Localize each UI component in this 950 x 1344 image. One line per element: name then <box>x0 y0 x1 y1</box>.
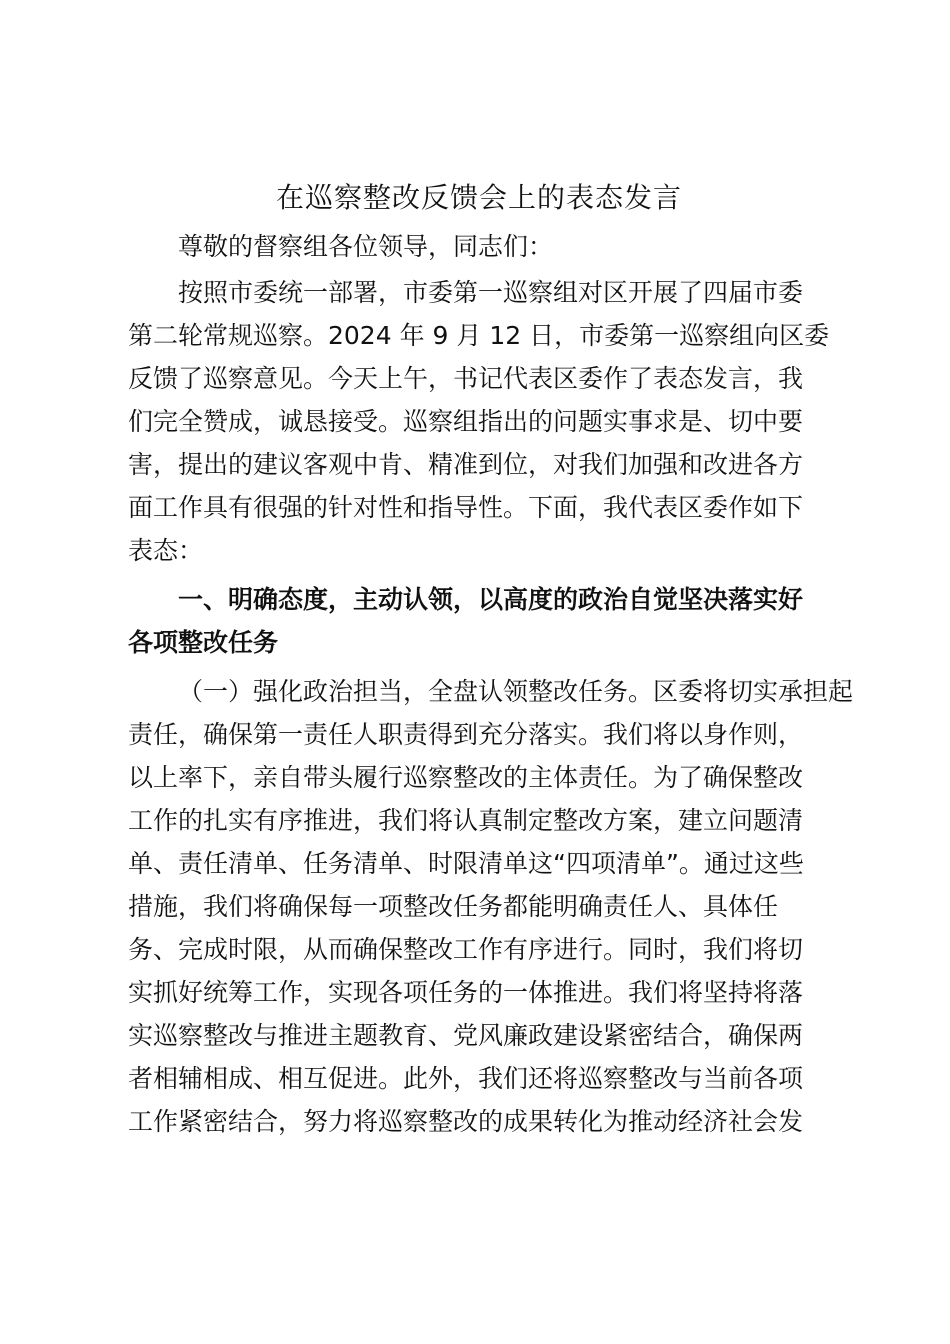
paragraph-line: 务、完成时限，从而确保整改工作有序进行。同时，我们将切 <box>128 935 804 964</box>
section-heading: 各项整改任务 <box>128 628 279 657</box>
salutation: 尊敬的督察组各位领导，同志们： <box>178 232 554 261</box>
section-heading: 一、明确态度，主动认领，以高度的政治自觉坚决落实好 <box>178 585 804 614</box>
paragraph-line: 单、责任清单、任务清单、时限清单这“四项清单”。通过这些 <box>128 849 804 878</box>
paragraph-line: 表态： <box>128 536 204 565</box>
paragraph-line: （一）强化政治担当，全盘认领整改任务。区委将切实承担起 <box>178 677 854 706</box>
paragraph-line: 反馈了巡察意见。今天上午，书记代表区委作了表态发言，我 <box>128 364 804 393</box>
document-body <box>128 225 854 1143</box>
paragraph-line: 第二轮常规巡察。2024 年 9 月 12 日，市委第一巡察组向区委 <box>128 321 830 350</box>
paragraph-line: 实抓好统筹工作，实现各项任务的一体推进。我们将坚持将落 <box>128 978 804 1007</box>
paragraph-line: 工作的扎实有序推进，我们将认真制定整改方案，建立问题清 <box>128 806 804 835</box>
paragraph-line: 者相辅相成、相互促进。此外，我们还将巡察整改与当前各项 <box>128 1064 804 1093</box>
paragraph-line: 以上率下，亲自带头履行巡察整改的主体责任。为了确保整改 <box>128 763 804 792</box>
paragraph-line: 按照市委统一部署，市委第一巡察组对区开展了四届市委 <box>178 278 804 307</box>
paragraph-line: 措施，我们将确保每一项整改任务都能明确责任人、具体任 <box>128 892 779 921</box>
paragraph-line: 们完全赞成，诚恳接受。巡察组指出的问题实事求是、切中要 <box>128 407 804 436</box>
paragraph-line: 面工作具有很强的针对性和指导性。下面，我代表区委作如下 <box>128 493 804 522</box>
document-title: 在巡察整改反馈会上的表态发言 <box>275 181 682 214</box>
paragraph-line: 责任，确保第一责任人职责得到充分落实。我们将以身作则， <box>128 720 804 749</box>
paragraph-line: 害，提出的建议客观中肯、精准到位，对我们加强和改进各方 <box>128 450 804 479</box>
paragraph-line: 实巡察整改与推进主题教育、党风廉政建设紧密结合，确保两 <box>128 1021 804 1050</box>
paragraph-line: 工作紧密结合，努力将巡察整改的成果转化为推动经济社会发 <box>128 1107 804 1136</box>
